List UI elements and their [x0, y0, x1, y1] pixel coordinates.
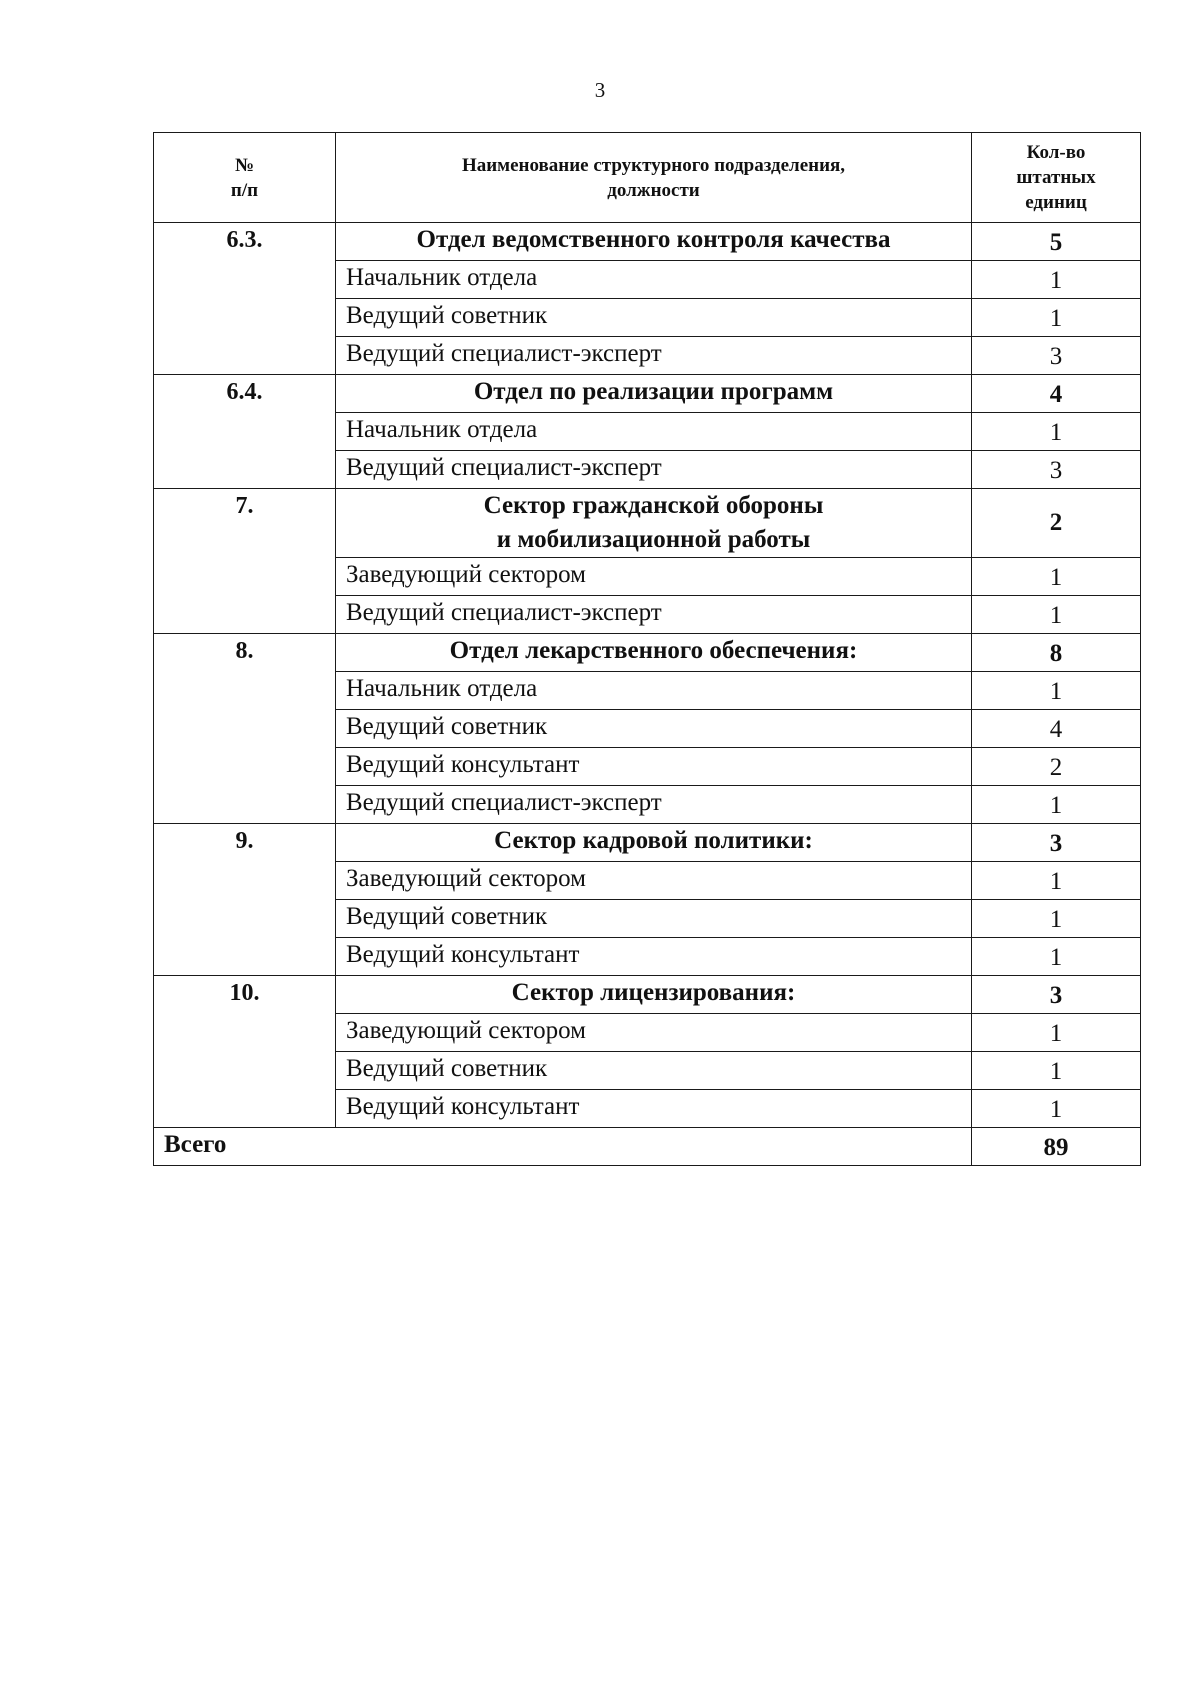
total-label: Всего: [154, 1128, 972, 1166]
department-count: 3: [972, 824, 1141, 862]
position-name: Ведущий советник: [336, 710, 972, 748]
department-count: 5: [972, 223, 1141, 261]
header-num: № п/п: [154, 133, 336, 223]
position-name: Начальник отдела: [336, 672, 972, 710]
department-number: 9.: [154, 824, 336, 976]
position-name: Ведущий консультант: [336, 938, 972, 976]
position-count: 1: [972, 558, 1141, 596]
position-count: 1: [972, 1090, 1141, 1128]
position-name: Заведующий сектором: [336, 862, 972, 900]
position-count: 2: [972, 748, 1141, 786]
position-count: 1: [972, 1014, 1141, 1052]
department-number: 6.3.: [154, 223, 336, 375]
position-name: Ведущий советник: [336, 1052, 972, 1090]
department-name: Отдел лекарственного обеспечения:: [336, 634, 972, 672]
department-name: Отдел по реализации программ: [336, 375, 972, 413]
department-number: 6.4.: [154, 375, 336, 489]
position-name: Ведущий советник: [336, 900, 972, 938]
department-name: Сектор кадровой политики:: [336, 824, 972, 862]
position-count: 1: [972, 261, 1141, 299]
table-header-row: [154, 133, 1141, 223]
position-name: Ведущий специалист-эксперт: [336, 337, 972, 375]
department-count: 3: [972, 976, 1141, 1014]
position-name: Ведущий специалист-эксперт: [336, 451, 972, 489]
position-name: Ведущий консультант: [336, 748, 972, 786]
department-name: Сектор гражданской обороны и мобилизационной работы: [336, 489, 972, 558]
header-name: Наименование структурного подразделения, должности: [336, 133, 972, 223]
position-count: 1: [972, 299, 1141, 337]
position-name: Ведущий специалист-эксперт: [336, 786, 972, 824]
position-count: 1: [972, 596, 1141, 634]
page-number: 3: [594, 78, 606, 102]
department-number: 8.: [154, 634, 336, 824]
position-count: 3: [972, 451, 1141, 489]
position-count: 1: [972, 1052, 1141, 1090]
department-number: 7.: [154, 489, 336, 634]
position-name: Ведущий советник: [336, 299, 972, 337]
position-count: 1: [972, 900, 1141, 938]
department-row: [154, 223, 1141, 261]
department-row: [154, 375, 1141, 413]
department-number: 10.: [154, 976, 336, 1128]
position-count: 1: [972, 786, 1141, 824]
position-name: Ведущий консультант: [336, 1090, 972, 1128]
position-count: 4: [972, 710, 1141, 748]
table-body: [154, 223, 1141, 1166]
total-row: [154, 1128, 1141, 1166]
position-name: Начальник отдела: [336, 261, 972, 299]
staffing-table: [153, 132, 1141, 1166]
position-count: 1: [972, 862, 1141, 900]
department-name: Сектор лицензирования:: [336, 976, 972, 1014]
department-row: [154, 976, 1141, 1014]
department-row: [154, 824, 1141, 862]
position-count: 1: [972, 672, 1141, 710]
header-count: Кол-во штатных единиц: [972, 133, 1141, 223]
position-count: 1: [972, 938, 1141, 976]
position-count: 3: [972, 337, 1141, 375]
position-name: Начальник отдела: [336, 413, 972, 451]
department-row: [154, 634, 1141, 672]
department-count: 8: [972, 634, 1141, 672]
department-row: [154, 489, 1141, 558]
department-count: 2: [972, 489, 1141, 558]
total-count: 89: [972, 1128, 1141, 1166]
position-name: Заведующий сектором: [336, 1014, 972, 1052]
position-name: Ведущий специалист-эксперт: [336, 596, 972, 634]
department-count: 4: [972, 375, 1141, 413]
department-name: Отдел ведомственного контроля качества: [336, 223, 972, 261]
position-name: Заведующий сектором: [336, 558, 972, 596]
position-count: 1: [972, 413, 1141, 451]
